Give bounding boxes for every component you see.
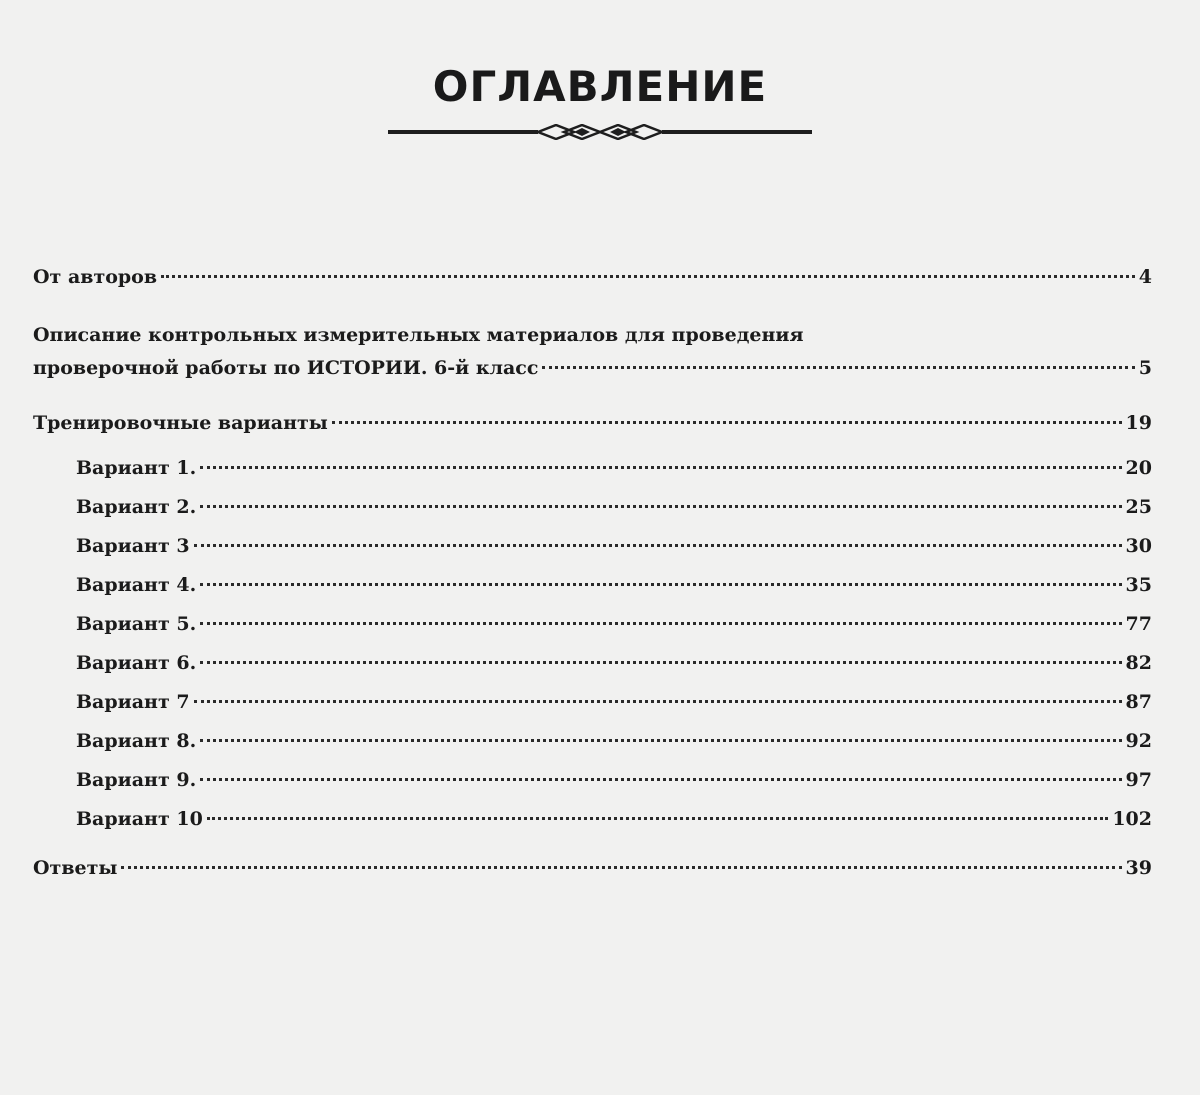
toc-entry-variant-1[interactable]: Вариант 1. 20	[76, 457, 1152, 479]
toc-entry-description-line1: Описание контрольных измерительных материалов для проведения	[33, 324, 804, 346]
toc-entry-variant-6[interactable]: Вариант 6. 82	[76, 652, 1152, 674]
toc-entry-variant-3[interactable]: Вариант 3 30	[76, 535, 1152, 557]
toc-entry-description[interactable]: проверочной работы по ИСТОРИИ. 6-й класс 5	[33, 357, 1152, 379]
dot-leader	[200, 622, 1121, 625]
toc-entry-authors[interactable]: От авторов 4	[33, 266, 1152, 288]
toc-entry-variant-5[interactable]: Вариант 5. 77	[76, 613, 1152, 635]
dot-leader	[194, 544, 1122, 547]
toc-entry-variant-8[interactable]: Вариант 8. 92	[76, 730, 1152, 752]
double-arrow-ornament-icon	[388, 124, 812, 140]
toc-entry-variant-2[interactable]: Вариант 2. 25	[76, 496, 1152, 518]
dot-leader	[207, 817, 1109, 820]
dot-leader	[200, 739, 1121, 742]
dot-leader	[200, 505, 1121, 508]
toc-entry-variant-4[interactable]: Вариант 4. 35	[76, 574, 1152, 596]
dot-leader	[542, 366, 1134, 369]
toc-entry-answers[interactable]: Ответы 39	[33, 857, 1152, 879]
toc-entry-variant-9[interactable]: Вариант 9. 97	[76, 769, 1152, 791]
toc-entry-variant-10[interactable]: Вариант 10 102	[76, 808, 1152, 830]
dot-leader	[200, 661, 1121, 664]
dot-leader	[332, 421, 1122, 424]
toc-entry-variant-7[interactable]: Вариант 7 87	[76, 691, 1152, 713]
dot-leader	[121, 866, 1121, 869]
toc-entry-training-variants[interactable]: Тренировочные варианты 19	[33, 412, 1152, 434]
dot-leader	[200, 778, 1121, 781]
dot-leader	[161, 275, 1135, 278]
page-title: ОГЛАВЛЕНИЕ	[432, 62, 768, 111]
dot-leader	[200, 583, 1121, 586]
dot-leader	[200, 466, 1121, 469]
dot-leader	[194, 700, 1122, 703]
